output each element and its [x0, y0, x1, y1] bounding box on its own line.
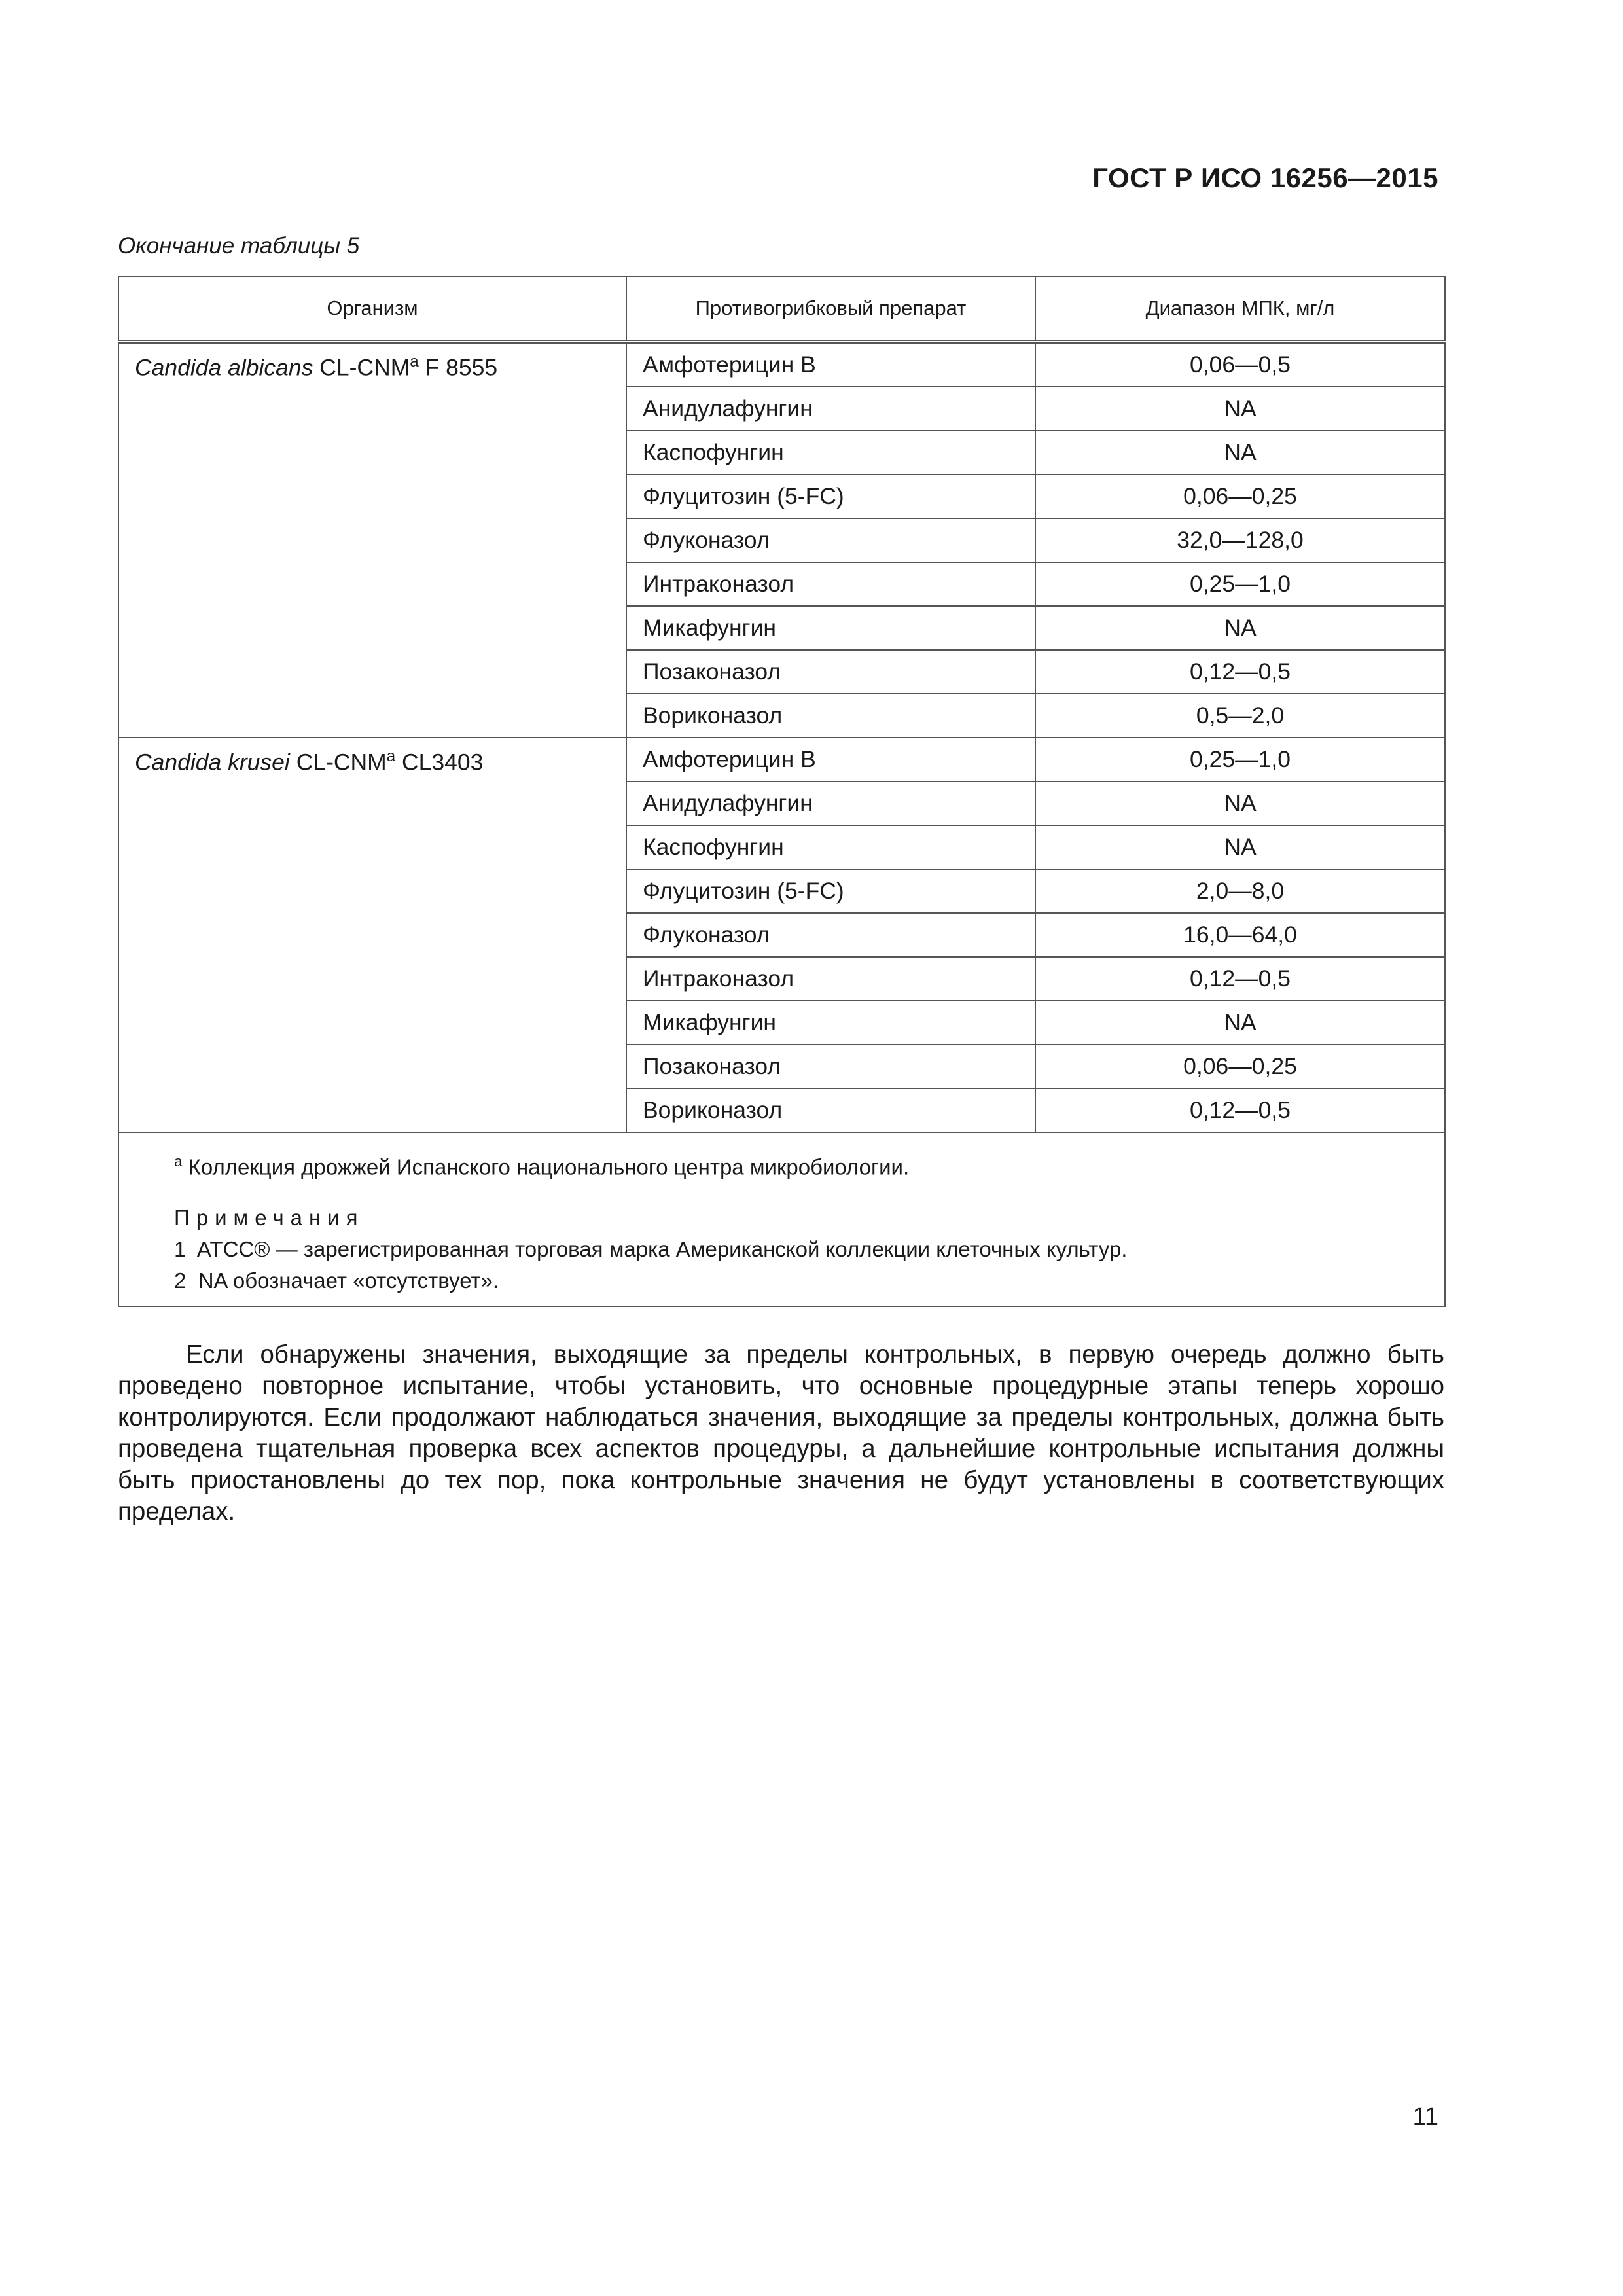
mic-range-cell: 16,0—64,0 [1035, 913, 1445, 957]
body-paragraph: Если обнаружены значения, выходящие за пределы контрольных, в первую очередь должно быть проведено повторное испытание, чтобы установить, что основные процедурные этапы теперь хорошо контролируются. Если продолжают наблюдаться значения, выходящие за пределы контрольных, должна быть проведена тщательная проверка всех аспектов процедуры, а дальнейшие контрольные испытания должны быть приостановлены до тех пор, пока контрольные значения не будут установлены в соответствующих пределах. [118, 1340, 1444, 1526]
drug-cell: Флуконазол [626, 913, 1035, 957]
standard-code: ГОСТ Р ИСО 16256—2015 [1092, 162, 1438, 193]
mic-range-cell: 0,06—0,25 [1035, 1045, 1445, 1088]
footnote-text: Коллекция дрожжей Испанского национального центра микробиологии. [188, 1155, 910, 1179]
mic-range-cell: 0,06—0,25 [1035, 475, 1445, 518]
mic-range-cell: 0,12—0,5 [1035, 650, 1445, 694]
drug-cell: Интраконазол [626, 562, 1035, 606]
drug-cell: Амфотерицин В [626, 738, 1035, 781]
mic-range-cell: 2,0—8,0 [1035, 869, 1445, 913]
notes-heading: Примечания [174, 1206, 365, 1230]
organism-cell [118, 738, 626, 1132]
page-number: 11 [1412, 2103, 1438, 2130]
mic-range-cell: NA [1035, 387, 1445, 431]
drug-cell: Микафунгин [626, 1001, 1035, 1045]
table-caption: Окончание таблицы 5 [118, 233, 360, 259]
drug-cell: Микафунгин [626, 606, 1035, 650]
mic-range-cell: 0,25—1,0 [1035, 562, 1445, 606]
mic-range-cell: NA [1035, 431, 1445, 475]
mic-range-table [118, 276, 1446, 1307]
drug-cell: Флуцитозин (5-FC) [626, 869, 1035, 913]
mic-range-cell: 32,0—128,0 [1035, 518, 1445, 562]
column-header-mic-range: Диапазон МПК, мг/л [1035, 276, 1445, 342]
drug-cell: Каспофунгин [626, 431, 1035, 475]
drug-cell: Флуконазол [626, 518, 1035, 562]
organism-strain: CL3403 [402, 749, 484, 776]
drug-cell: Амфотерицин В [626, 342, 1035, 387]
organism-collection: CL-CNM [296, 749, 387, 776]
column-header-drug: Противогрибковый препарат [626, 276, 1035, 342]
mic-range-cell: 0,06—0,5 [1035, 342, 1445, 387]
column-header-organism: Организм [118, 276, 626, 342]
footnote-marker: a [174, 1153, 183, 1170]
note-item: 1 ATCC® — зарегистрированная торговая марка Американской коллекции клеточных культур. [174, 1237, 1128, 1262]
drug-cell: Каспофунгин [626, 825, 1035, 869]
mic-range-cell: 0,25—1,0 [1035, 738, 1445, 781]
organism-footnote-marker: a [410, 353, 419, 370]
mic-range-cell: 0,12—0,5 [1035, 957, 1445, 1001]
drug-cell: Анидулафунгин [626, 387, 1035, 431]
table-row [118, 738, 1445, 781]
organism-collection: CL-CNM [319, 354, 410, 381]
note-item: 2 NA обозначает «отсутствует». [174, 1268, 499, 1293]
organism-name: Candida krusei [135, 749, 290, 776]
table-notes-row [118, 1132, 1445, 1306]
drug-cell: Вориконазол [626, 1088, 1035, 1132]
mic-range-cell: NA [1035, 1001, 1445, 1045]
drug-cell: Анидулафунгин [626, 781, 1035, 825]
mic-range-cell: NA [1035, 825, 1445, 869]
mic-range-cell: 0,12—0,5 [1035, 1088, 1445, 1132]
drug-cell: Позаконазол [626, 650, 1035, 694]
organism-cell [118, 342, 626, 738]
mic-range-cell: 0,5—2,0 [1035, 694, 1445, 738]
table-notes [118, 1132, 1445, 1306]
organism-footnote-marker: a [386, 747, 396, 765]
drug-cell: Интраконазол [626, 957, 1035, 1001]
table-row [118, 342, 1445, 387]
footnote [174, 1146, 1444, 1183]
organism-strain: F 8555 [425, 354, 498, 381]
mic-range-cell: NA [1035, 606, 1445, 650]
drug-cell: Вориконазол [626, 694, 1035, 738]
mic-range-cell: NA [1035, 781, 1445, 825]
drug-cell: Позаконазол [626, 1045, 1035, 1088]
drug-cell: Флуцитозин (5-FC) [626, 475, 1035, 518]
table-header-row [118, 276, 1445, 342]
organism-name: Candida albicans [135, 354, 313, 381]
